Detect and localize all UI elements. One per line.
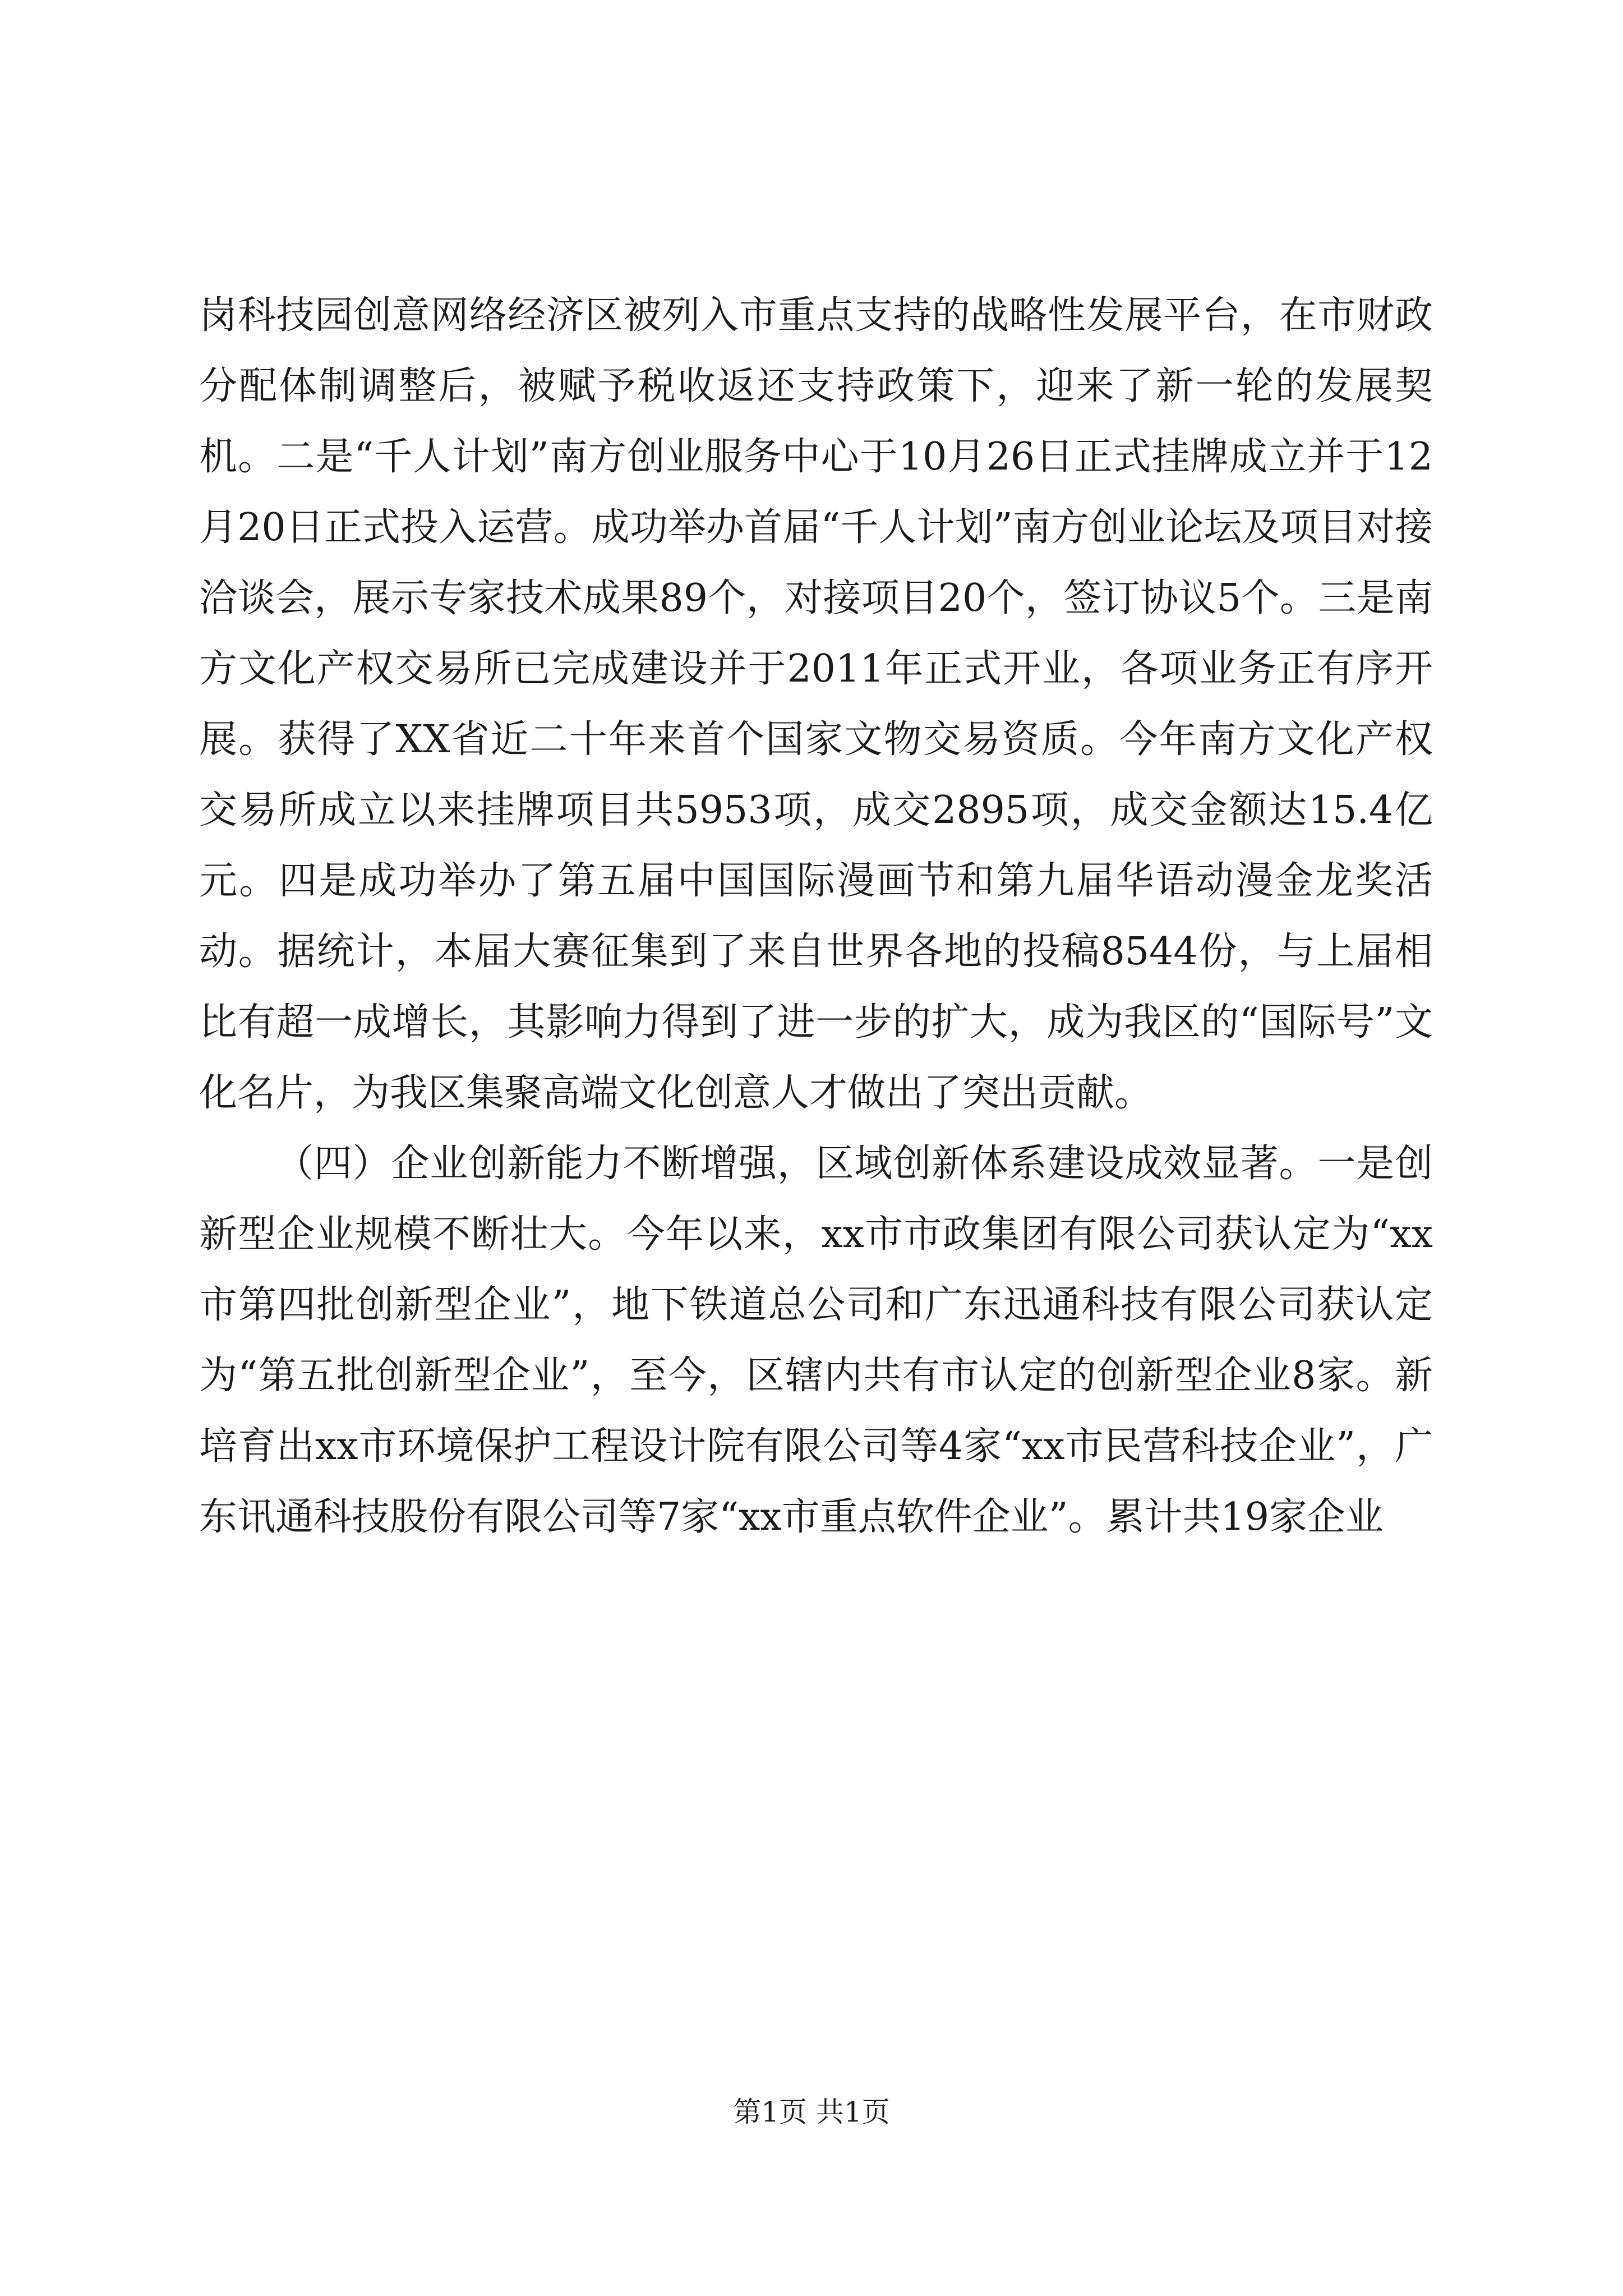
- page-footer: 第1页 共1页: [733, 2096, 890, 2128]
- paragraph-continuation: 岗科技园创意网络经济区被列入市重点支持的战略性发展平台，在市财政分配体制调整后，被赋予税收返还支持政策下，迎来了新一轮的发展契机。二是“千人计划”南方创业服务中心于10月26日正式挂牌成立并于12月20日正式投入运营。成功举办首届“千人计划”南方创业论坛及项目对接洽谈会，展示专家技术成果89个，对接项目20个，签订协议5个。三是南方文化产权交易所已完成建设并于2011年正式开业，各项业务正有序开展。获得了XX省近二十年来首个国家文物交易资质。今年南方文化产权交易所成立以来挂牌项目共5953项，成交2895项，成交金额达15.4亿元。四是成功举办了第五届中国国际漫画节和第九届华语动漫金龙奖活动。据统计，本届大赛征集到了来自世界各地的投稿8544份，与上届相比有超一成增长，其影响力得到了进一步的扩大，成为我区的“国际号”文化名片，为我区集聚高端文化创意人才做出了突出贡献。: [199, 293, 1433, 1115]
- document-body: [199, 280, 1433, 1553]
- paragraph-section-four: （四）企业创新能力不断增强，区域创新体系建设成效显著。一是创新型企业规模不断壮大。今年以来，xx市市政集团有限公司获认定为“xx市第四批创新型企业”，地下铁道总公司和广东迅通科技有限公司获认定为“第五批创新型企业”，至今，区辖内共有市认定的创新型企业8家。新培育出xx市环境保护工程设计院有限公司等4家“xx市民营科技企业”，广东讯通科技股份有限公司等7家“xx市重点软件企业”。累计共19家企业: [199, 1142, 1433, 1539]
